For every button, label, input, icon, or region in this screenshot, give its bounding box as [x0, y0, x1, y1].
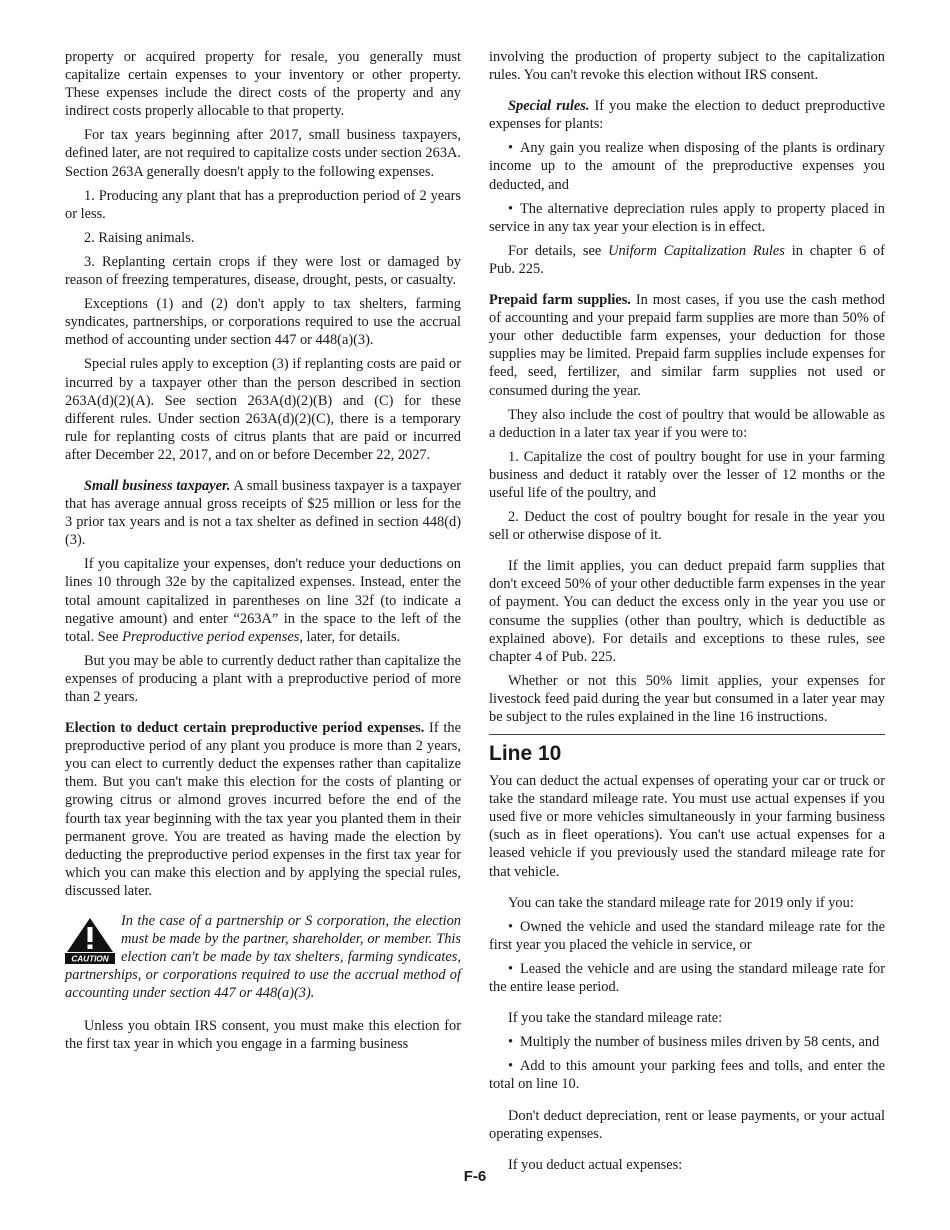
small-business-heading: Small business taxpayer.	[84, 477, 231, 494]
paragraph: If the limit applies, you can deduct prepaid farm supplies that don't exceed 50% of your other deductible farm expenses in the year of payment. You can deduct the excess only in the year you use or consume the supplies (other than poultry, which is deductible as explained above). For details and exceptions to these rules, see chapter 4 of Pub. 225.	[489, 558, 885, 665]
cross-reference: Preproductive period expenses	[122, 628, 300, 645]
election-text: If the preproductive period of any plant you produce is more than 2 years, you can elect to currently deduct the expenses rather than capitalize them. But you can't make this election for the costs of planting or growing citrus or almond groves incurred before the end of the fourth tax year beginning with the tax year you planted them in their permanent grove. You are treated as having made the election by deducting the preproductive period expenses in the first tax year for which you can make this election and by applying the special rules, discussed later.	[65, 720, 461, 899]
text-run: in chapter 6 of Pub. 225.	[489, 242, 885, 277]
bullet-item	[489, 1033, 885, 1051]
paragraph: Don't deduct depreciation, rent or lease payments, or your actual operating expenses.	[489, 1107, 885, 1142]
paragraph: property or acquired property for resale, you generally must capitalize certain expenses to your inventory or other property. These expenses include the direct costs of the property and any indirect costs properly allocable to that property.	[65, 49, 461, 120]
bullet-icon: •	[508, 1034, 514, 1051]
bullet-text: Add to this amount your parking fees and tolls, and enter the total on line 10.	[489, 1058, 885, 1093]
list-item: 2. Deduct the cost of poultry bought for resale in the year you sell or otherwise dispose of it.	[489, 509, 885, 544]
section-divider	[489, 734, 885, 735]
right-column	[489, 48, 885, 1180]
list-item: 2. Raising animals.	[84, 229, 195, 246]
bullet-text: Multiply the number of business miles driven by 58 cents, and	[520, 1034, 880, 1051]
paragraph	[489, 242, 885, 278]
list-item: 1. Capitalize the cost of poultry bought for use in your farming business and deduct it ratably over the lesser of 12 months or the useful life of the poultry, and	[489, 448, 885, 501]
line-10-heading: Line 10	[489, 742, 562, 766]
paragraph	[65, 555, 461, 645]
bullet-icon: •	[508, 918, 514, 935]
small-business-text: A small business taxpayer is a taxpayer that has average annual gross receipts of $25 million or less for the 3 prior tax years and is not a tax shelter as defined in section 448(d)(3).	[65, 477, 461, 549]
prepaid-text: In most cases, if you use the cash method of accounting and your prepaid farm supplies are more than 50% of your other deductible farm expenses, your deduction for those supplies may be limited. Prepaid farm supplies include expenses for feed, seed, fertilizer, and similar farm supplies not used or consumed during the year.	[489, 292, 885, 399]
special-rules-heading: Special rules.	[508, 98, 590, 115]
bullet-text: Any gain you realize when disposing of the plants is ordinary income up to the amount of the preproductive expenses you deducted, and	[489, 140, 885, 193]
paragraph: involving the production of property subject to the capitalization rules. You can't revoke this election without IRS consent.	[489, 49, 885, 84]
bullet-item	[489, 918, 885, 954]
bullet-icon: •	[508, 960, 514, 977]
paragraph: Whether or not this 50% limit applies, your expenses for livestock feed paid during the year but consumed in a later year may be subject to the rules explained in the line 16 instructions.	[489, 672, 885, 725]
caution-note	[65, 912, 461, 1002]
paragraph: Unless you obtain IRS consent, you must make this election for the first tax year in which you engage in a farming business	[65, 1017, 461, 1052]
left-column	[65, 48, 461, 1059]
list-item: 1. Producing any plant that has a preproduction period of 2 years or less.	[65, 187, 461, 222]
cross-reference: Uniform Capitalization Rules	[608, 242, 785, 259]
small-business-paragraph	[65, 477, 461, 549]
bullet-item	[489, 139, 885, 193]
page-number: F-6	[463, 1168, 487, 1185]
paragraph: If you deduct actual expenses:	[508, 1156, 683, 1173]
list-item: 3. Replanting certain crops if they were lost or damaged by reason of freezing temperatures, disease, drought, pests, or casualty.	[65, 253, 461, 289]
bullet-text: The alternative depreciation rules apply to property placed in service in any tax year your election is in effect.	[489, 200, 885, 235]
text-run: If you capitalize your expenses, don't reduce your deductions on lines 10 through 32e by the capitalized expenses. Instead, enter the total amount capitalized in parentheses on line 32f (to indicate a negative amount) and enter “263A” in the space to the left of the total. See	[65, 556, 461, 645]
bullet-item	[489, 1057, 885, 1093]
bullet-text: Owned the vehicle and used the standard mileage rate for the first year you placed the vehicle in service, or	[489, 918, 885, 953]
prepaid-heading: Prepaid farm supplies.	[489, 292, 631, 309]
bullet-icon: •	[508, 140, 514, 157]
paragraph: They also include the cost of poultry that would be allowable as a deduction in a later tax year if you were to:	[489, 406, 885, 441]
text-run: For details, see	[508, 242, 609, 259]
text-run: , later, for details.	[299, 628, 401, 645]
caution-text: In the case of a partnership or S corporation, the election must be made by the partner, shareholder, or member. This election can't be made by tax shelters, farming syndicates, partnerships, or corporations required to use the accrual method of accounting under section 447 or 448(a)(3).	[65, 913, 461, 1002]
special-rules-paragraph	[489, 97, 885, 133]
prepaid-paragraph	[489, 291, 885, 400]
bullet-text: Leased the vehicle and are using the standard mileage rate for the entire lease period.	[489, 960, 885, 996]
bullet-item	[489, 960, 885, 996]
paragraph: For tax years beginning after 2017, small business taxpayers, defined later, are not required to capitalize costs under section 263A. Section 263A generally doesn't apply to the following expenses.	[65, 127, 461, 180]
bullet-icon: •	[508, 200, 514, 217]
paragraph: You can take the standard mileage rate for 2019 only if you:	[508, 894, 854, 911]
caution-icon	[65, 916, 115, 964]
special-rules-text: If you make the election to deduct preproductive expenses for plants:	[489, 98, 885, 133]
paragraph: You can deduct the actual expenses of operating your car or truck or take the standard mileage rate. You must use actual expenses if you used five or more vehicles simultaneously in your farming business (such as in fleet operations). You can't use actual expenses for a leased vehicle if you previously used the standard mileage rate for that vehicle.	[489, 773, 885, 880]
bullet-icon: •	[508, 1058, 514, 1075]
election-paragraph	[65, 719, 461, 900]
paragraph: If you take the standard mileage rate:	[508, 1010, 723, 1027]
election-heading: Election to deduct certain preproductive period expenses.	[65, 720, 425, 737]
paragraph: But you may be able to currently deduct rather than capitalize the expenses of producing a plant with a preproductive period of more than 2 years.	[65, 652, 461, 705]
bullet-item	[489, 200, 885, 236]
paragraph: Special rules apply to exception (3) if replanting costs are paid or incurred by a taxpayer other than the person described in section 263A(d)(2)(A). See section 263A(d)(2)(B) and (C) for these different rules. Under section 263A(d)(2)(C), there is a temporary rule for replanting costs of citrus plants that are paid or incurred after December 22, 2017, and on or before December 22, 2027.	[65, 356, 461, 463]
caution-icon-label: CAUTION	[71, 954, 109, 964]
paragraph: Exceptions (1) and (2) don't apply to tax shelters, farming syndicates, partnerships, or corporations required to use the accrual method of accounting under section 447 or 448(a)(3).	[65, 296, 461, 349]
